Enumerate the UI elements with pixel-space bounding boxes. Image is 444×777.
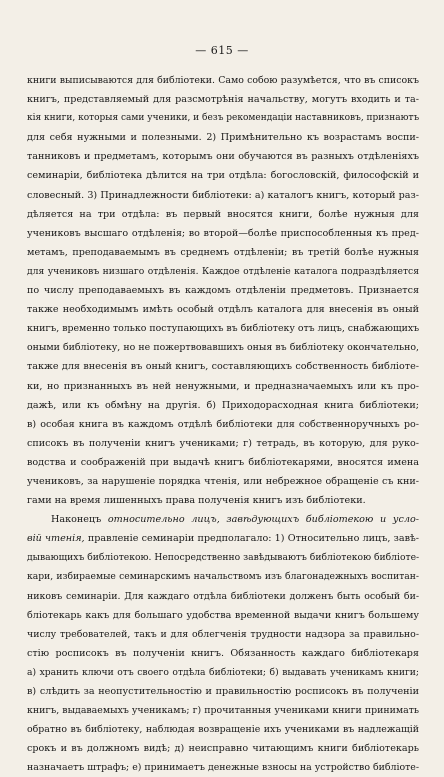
text-segment: Наконецъ — [51, 514, 108, 526]
text-line: обратно въ библіотеку, наблюдая возвращеніе ихъ учениками въ надлежащій — [27, 724, 419, 736]
text-line: метамъ, преподаваемымъ въ среднемъ отдѣленіи; въ третій болѣе нужныя — [27, 246, 419, 258]
text-line: ки, но признанныхъ въ ней ненужными, и предназначаемыхъ или къ про- — [27, 380, 419, 392]
text-line: книгъ, выдаваемыхъ ученикамъ; г) прочитанныя учениками книги принимать — [27, 705, 419, 717]
text-line: также для внесенія въ оный книгъ, составляющихъ собственность библіоте- — [27, 361, 419, 373]
text-line: по числу преподаваемыхъ въ каждомъ отдѣленіи предметовъ. Признается — [27, 285, 419, 297]
text-line — [27, 529, 419, 548]
italic-text: вій чтенія, — [27, 533, 85, 545]
text-segment: правленіе семинаріи предполагало: 1) Относительно лицъ, завѣ- — [84, 533, 419, 545]
text-line: стію росписокъ въ полученіи книгъ. Обязанность каждаго библіотекаря — [27, 647, 419, 659]
text-line: книги выписываются для библіотеки. Само собою разумѣется, что въ списокъ — [27, 75, 419, 86]
text-line — [27, 510, 419, 529]
text-line: бліотекарь какъ для большаго удобства временной выдачи книгъ большему — [27, 609, 419, 621]
text-line: танниковъ и предметамъ, которымъ они обучаются въ разныхъ отдѣленіяхъ — [27, 151, 419, 163]
text-line: назначаетъ штрафъ; е) принимаетъ денежные взносы на устройство библіоте- — [27, 762, 419, 774]
text-line: числу требователей, такъ и для облегченія трудности надзора за правильно- — [27, 628, 419, 640]
text-line: гами на время лишенныхъ права полученія книгъ изъ библіотеки. — [27, 495, 366, 507]
text-line: дывающихъ библіотекою. Непосредственно завѣдываютъ библіотекою библіоте- — [27, 552, 419, 564]
text-line: никовъ семинаріи. Для каждаго отдѣла библіотеки долженъ быть особый би- — [27, 590, 419, 602]
text-line: учениковъ высшаго отдѣленія; во второй—болѣе приспособленныя къ пред- — [27, 227, 419, 239]
text-line: словесный. 3) Принадлежности библіотеки: а) каталогъ книгъ, который раз- — [27, 189, 419, 201]
italic-text: относительно лицъ, завѣдующихъ библіотекою и усло- — [107, 514, 419, 526]
text-line: также необходимымъ имѣть особый отдѣлъ каталога для внесенія въ оный — [27, 304, 419, 316]
text-line: водства и соображеній при выдачѣ книгъ библіотекарями, вносятся имена — [27, 456, 419, 468]
text-line: кари, избираемые семинарскимъ начальствомъ изъ благонадежныхъ воспитан- — [27, 571, 419, 583]
text-line: книгъ, временно только поступающихъ въ библіотеку отъ лицъ, снабжающихъ — [27, 323, 419, 335]
text-line: а) хранить ключи отъ своего отдѣла библіотеки; б) выдавать ученикамъ книги; — [27, 666, 419, 678]
page-number: — 615 — — [195, 44, 249, 57]
body-text — [27, 71, 419, 777]
text-line: списокъ въ полученіи книгъ учениками; г) тетрадь, въ которую, для руко- — [27, 437, 419, 449]
text-line: дѣляется на три отдѣла: въ первый вносятся книги, болѣе нужныя для — [27, 208, 419, 220]
text-line: в) особая книга въ каждомъ отдѣлѣ библіотеки для собственноручныхъ ро- — [27, 418, 419, 430]
text-line: для учениковъ низшаго отдѣленія. Каждое отдѣленіе каталога подраздѣляется — [27, 265, 419, 277]
text-line: срокъ и въ должномъ видѣ; д) неисправно читающимъ книги библіотекарь — [27, 743, 419, 755]
text-line: книгъ, представляемый для разсмотрѣнія начальству, могутъ входить и та- — [27, 94, 419, 106]
text-line: учениковъ, за нарушеніе порядка чтенія, или небрежное обращеніе съ кни- — [27, 475, 419, 487]
text-line: дажѣ, или къ обмѣну на другія. б) Приходорасходная книга библіотеки; — [27, 399, 419, 411]
text-line: кія книги, которыя сами ученики, и безъ рекомендаціи наставниковъ, признаютъ — [27, 113, 419, 124]
text-line: в) слѣдить за неопустительностію и правильностію росписокъ въ полученіи — [27, 686, 419, 697]
text-line: для себя нужными и полезными. 2) Примѣнительно къ возрастамъ воспи- — [27, 132, 419, 144]
text-line: оными библіотеку, но не пожертвовавшихъ оныя въ библіотеку окончательно, — [27, 342, 419, 354]
text-line: семинаріи, библіотека дѣлится на три отдѣла: богословскій, философскій и — [27, 170, 419, 182]
